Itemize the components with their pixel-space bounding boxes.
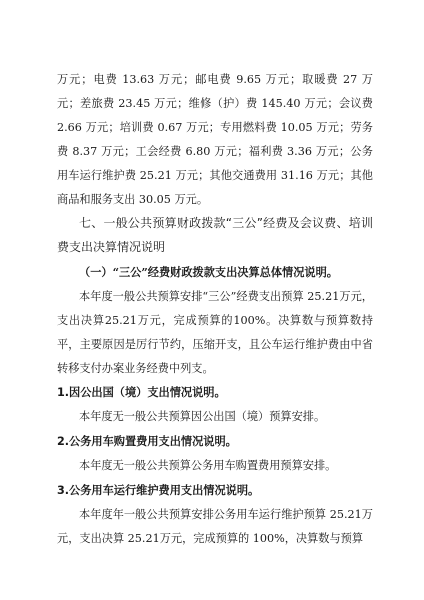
item2-body: 本年度无一般公共预算公务用车购置费用预算安排。 bbox=[79, 459, 337, 472]
item1-heading: 1.因公出国（境）支出情况说明。 bbox=[57, 386, 226, 399]
section-one-body: 本年度一般公共预算安排“三公”经费支出预算 25.21万元，支出决算25.21万元，完成预算的100%。决算数与预算数持平，主要原因是厉行节约，压缩开支，且公车运行维护费由中省转移支付办案业务经费中列支。 bbox=[57, 290, 373, 375]
item3-body: 本年度年一般公共预算安排公务用车运行维护预算 25.21万元，支出决算 25.21万元，完成预算的 100%，决算数与预算 bbox=[57, 508, 373, 545]
item2-heading: 2.公务用车购置费用支出情况说明。 bbox=[57, 435, 237, 448]
section-one-heading: （一）“三公”经费财政拨款支出决算总体情况说明。 bbox=[79, 265, 338, 279]
section-seven-heading: 七、一般公共预算财政拨款“三公”经费及会议费、培训费支出决算情况说明 bbox=[57, 216, 373, 254]
expenses-paragraph: 万元；电费 13.63 万元；邮电费 9.65 万元；取暖费 27 万元；差旅费 23.45 万元；维修（护）费 145.40 万元；会议费 2.66 万元；培训费 0.67 万元；专用燃料费 10.05 万元；劳务费 8.37 万元；工会经费 6.80 万元；福利费 3.36 万元；公务用车运行维护费 25.21 万元；其他交通费用 31.16 万元；其他商品和服务支出 30.05 万元。 bbox=[57, 73, 373, 206]
item1-body: 本年度无一般公共预算因公出国（境）预算安排。 bbox=[79, 410, 326, 423]
item3-heading: 3.公务用车运行维护费用支出情况说明。 bbox=[57, 484, 260, 497]
